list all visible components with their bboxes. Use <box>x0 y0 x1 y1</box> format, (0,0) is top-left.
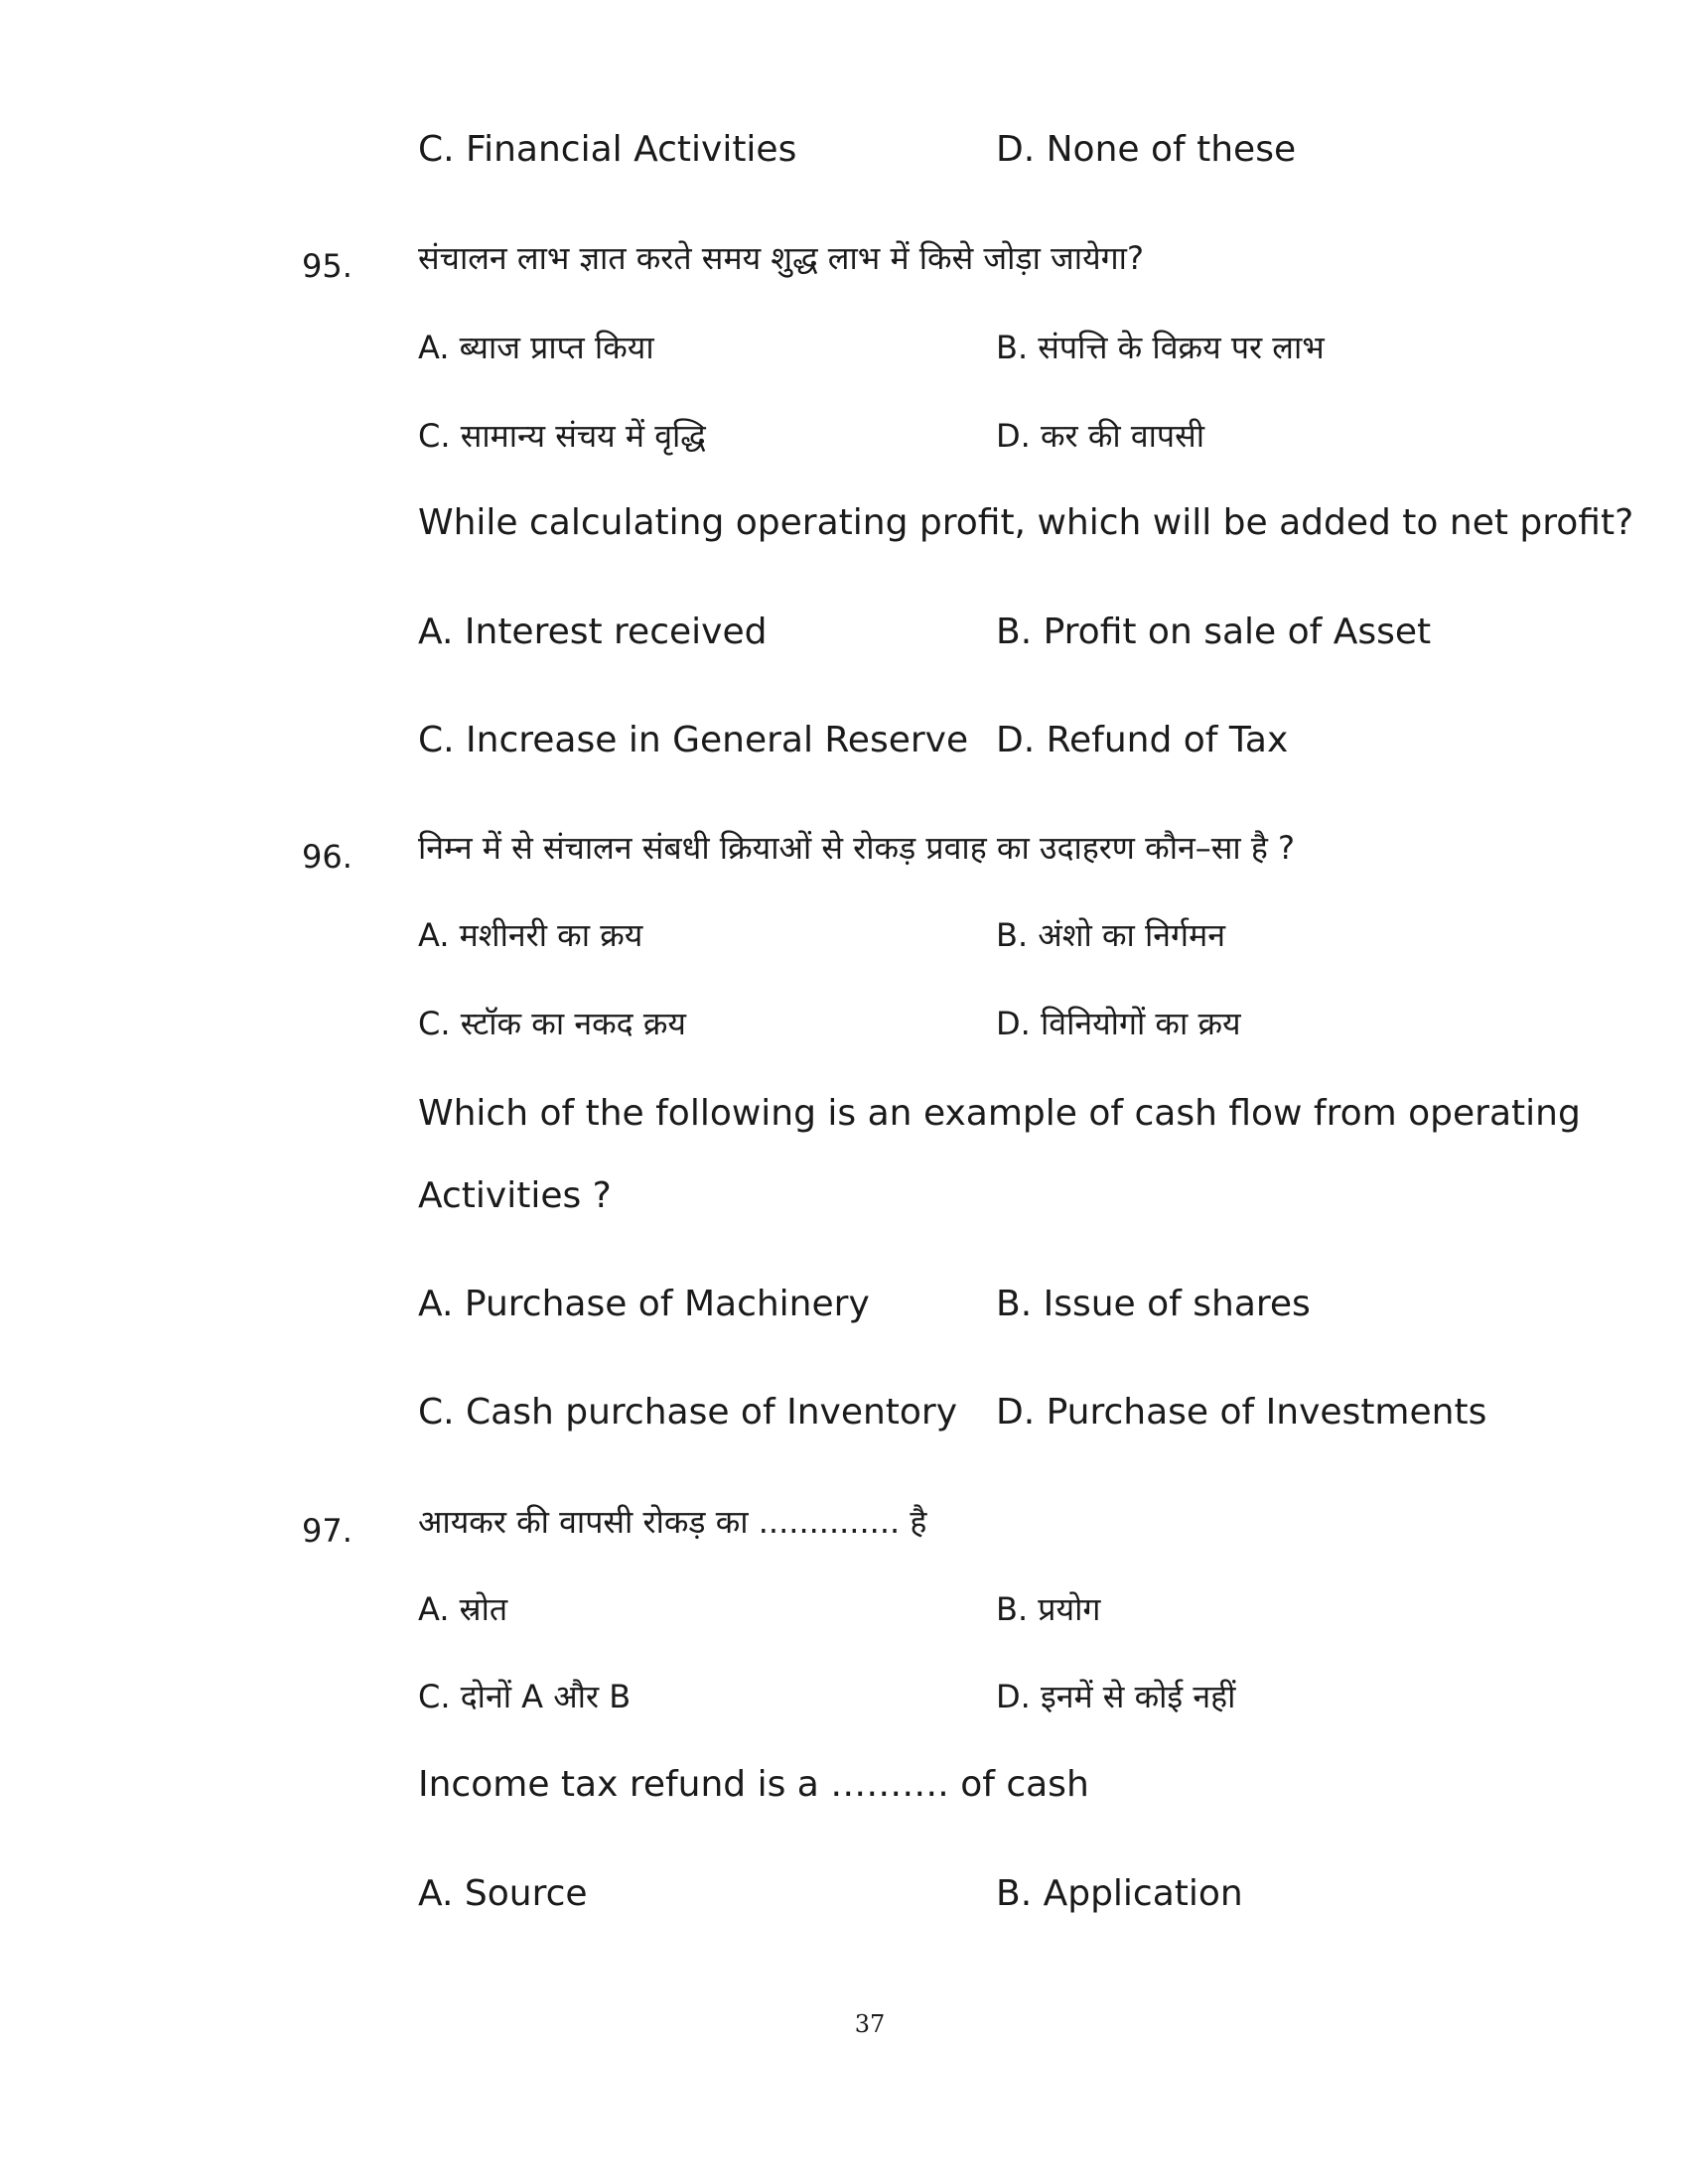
question-hindi: आयकर की वापसी रोकड़ का .............. है <box>418 1503 927 1541</box>
question-english: While calculating operating profit, which will be added to net profit? <box>418 502 1634 543</box>
question-english: Income tax refund is a ………. of cash <box>418 1764 1089 1805</box>
option-c-hindi: C. सामान्य संचय में वृद्धि <box>418 417 706 455</box>
option-d: D. None of these <box>996 129 1297 170</box>
question-number: 95. <box>302 247 352 285</box>
option-c: C. Financial Activities <box>418 129 797 170</box>
question-hindi: संचालन लाभ ज्ञात करते समय शुद्ध लाभ में किसे जोड़ा जायेगा? <box>418 239 1144 277</box>
option-a-hindi: A. ब्याज प्राप्त किया <box>418 329 654 366</box>
option-d: D. Purchase of Investments <box>996 1392 1487 1433</box>
question-english-line2: Activities ? <box>418 1175 612 1216</box>
option-b-hindi: B. प्रयोग <box>996 1590 1101 1628</box>
option-d-hindi: D. इनमें से कोई नहीं <box>996 1678 1236 1715</box>
option-a: A. Interest received <box>418 612 768 652</box>
option-c-hindi: C. दोनों A और B <box>418 1678 632 1715</box>
question-english-line1: Which of the following is an example of cash flow from operating <box>418 1093 1581 1134</box>
option-d-hindi: D. कर की वापसी <box>996 417 1205 455</box>
option-b: B. Issue of shares <box>996 1284 1311 1324</box>
question-number: 96. <box>302 838 352 876</box>
option-b: B. Application <box>996 1873 1243 1914</box>
option-a: A. Source <box>418 1873 588 1914</box>
option-a: A. Purchase of Machinery <box>418 1284 870 1324</box>
option-c: C. Increase in General Reserve <box>418 720 969 760</box>
option-c-hindi: C. स्टॉक का नकद क्रय <box>418 1005 686 1042</box>
option-a-hindi: A. स्रोत <box>418 1590 508 1628</box>
option-d: D. Refund of Tax <box>996 720 1289 760</box>
question-hindi: निम्न में से संचालन संबधी क्रियाओं से रोकड़ प्रवाह का उदाहरण कौन–सा है ? <box>418 829 1295 867</box>
option-c: C. Cash purchase of Inventory <box>418 1392 958 1433</box>
option-b: B. Profit on sale of Asset <box>996 612 1432 652</box>
option-d-hindi: D. विनियोगों का क्रय <box>996 1005 1241 1042</box>
option-b-hindi: B. अंशो का निर्गमन <box>996 916 1225 954</box>
option-a-hindi: A. मशीनरी का क्रय <box>418 916 643 954</box>
page-number: 37 <box>854 2010 886 2038</box>
option-b-hindi: B. संपत्ति के विक्रय पर लाभ <box>996 329 1325 366</box>
question-number: 97. <box>302 1512 352 1550</box>
